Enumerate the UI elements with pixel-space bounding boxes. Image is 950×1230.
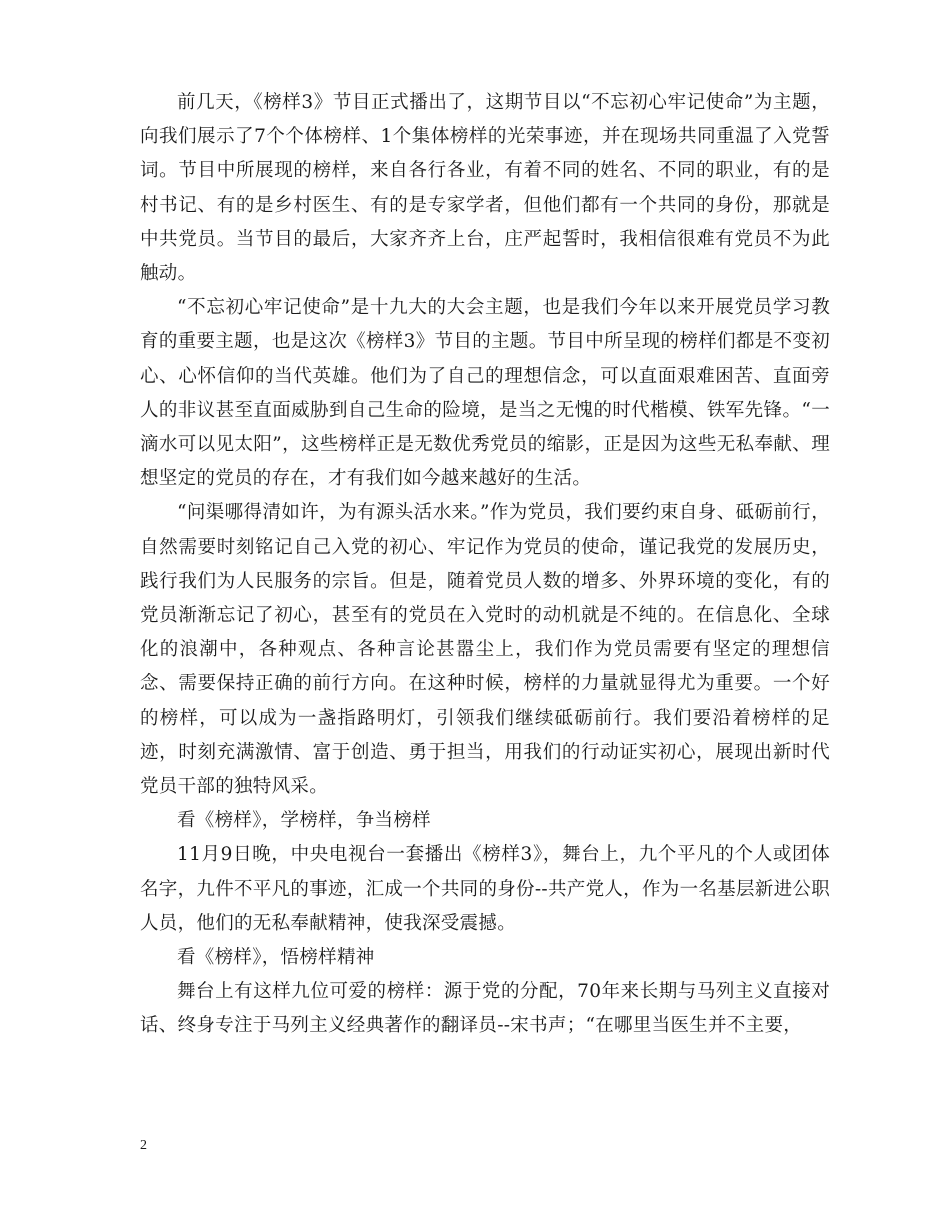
paragraph-4: 11月9日晚，中央电视台一套播出《榜样3》，舞台上，九个平凡的个人或团体名字，九件不平凡的事迹，汇成一个共同的身份--共产党人，作为一名基层新进公职人员，他们的无私奉献精神，使我深受震撼。 bbox=[140, 844, 830, 934]
paragraph-5: 舞台上有这样九位可爱的榜样：源于党的分配，70年来长期与马列主义直接对话、终身专注于马列主义经典著作的翻译员--宋书声；“在哪里当医生并不主要， bbox=[140, 981, 830, 1037]
paragraph-1: 前几天，《榜样3》节目正式播出了，这期节目以“不忘初心牢记使命”为主题，向我们展示了7个个体榜样、1个集体榜样的光荣事迹，并在现场共同重温了入党誓词。节目中所展现的榜样，来自各行各业，有着不同的姓名、不同的职业，有的是村书记、有的是乡村医生、有的是专家学者，但他们都有一个共同的身份，那就是中共党员。当节目的最后，大家齐齐上台，庄严起誓时，我相信很难有党员不为此触动。 bbox=[140, 92, 830, 285]
section-heading-role-model-spirit: 看《榜样》，悟榜样精神 bbox=[177, 947, 375, 969]
paragraph-2: “不忘初心牢记使命”是十九大的大会主题，也是我们今年以来开展党员学习教育的重要主题，也是这次《榜样3》节目的主题。节目中所呈现的榜样们都是不变初心、心怀信仰的当代英雄。他们为了自己的理想信念，可以直面艰难困苦、直面旁人的非议甚至直面威胁到自己生命的险境，是当之无愧的时代楷模、铁军先锋。“一滴水可以见太阳”，这些榜样正是无数优秀党员的缩影，正是因为这些无私奉献、理想坚定的党员的存在，才有我们如今越来越好的生活。 bbox=[140, 297, 830, 490]
body-text bbox=[140, 86, 830, 1044]
page-number: 2 bbox=[140, 1138, 147, 1153]
section-heading-learn-from-role-models: 看《榜样》，学榜样，争当榜样 bbox=[177, 810, 431, 832]
paragraph-3: “问渠哪得清如许，为有源头活水来。”作为党员，我们要约束自身、砥砺前行，自然需要时刻铭记自己入党的初心、牢记作为党员的使命，谨记我党的发展历史，践行我们为人民服务的宗旨。但是，随着党员人数的增多、外界环境的变化，有的党员渐渐忘记了初心，甚至有的党员在入党时的动机就是不纯的。在信息化、全球化的浪潮中，各种观点、各种言论甚嚣尘上，我们作为党员需要有坚定的理想信念、需要保持正确的前行方向。在这种时候，榜样的力量就显得尤为重要。一个好的榜样，可以成为一盏指路明灯，引领我们继续砥砺前行。我们要沿着榜样的足迹，时刻充满激情、富于创造、勇于担当，用我们的行动证实初心，展现出新时代党员干部的独特风采。 bbox=[140, 502, 830, 798]
